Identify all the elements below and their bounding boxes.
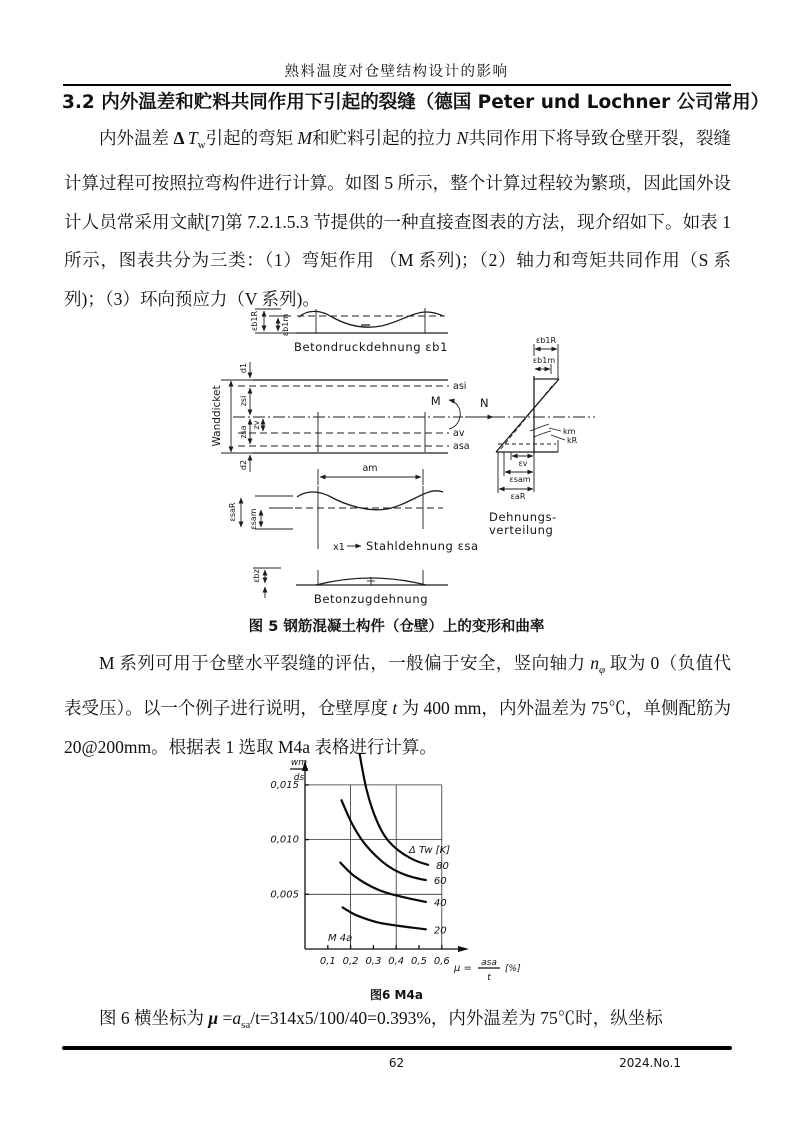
figure5-diagram <box>193 300 613 620</box>
fig5-label-av: av <box>453 428 465 439</box>
fig5-label-eps-v: εv <box>518 459 528 468</box>
chart-y-tick-label: 0,010 <box>270 834 299 846</box>
fig5-label-eps-b1R: εb1R <box>250 310 259 332</box>
chart-x-tick-label: 0,2 <box>342 956 359 967</box>
header-rule <box>63 84 731 86</box>
fig5-label-eps-aR: εaR <box>510 492 526 501</box>
fig5-label-asa: asa <box>453 441 470 452</box>
fig5-label-eps-b1m: εb1m <box>281 313 290 337</box>
paragraph-3: 图 6 横坐标为 $\mu =a_{sa}/t=314x5/100/40=0.393\%$，内外温差为 75℃时，纵坐标 <box>99 1008 663 1031</box>
fig5-label-eps-bz: εbz <box>252 569 261 583</box>
chart-xlabel-suffix: [%] <box>505 964 521 974</box>
fig5-label-dehnungs: Dehnungs- <box>489 510 557 524</box>
footer-rule <box>62 1046 732 1050</box>
fig5-dehnungsverteilung-group <box>489 336 595 537</box>
chart-xlabel-prefix: μ = <box>454 963 472 974</box>
chart-curve-60 <box>341 800 425 880</box>
paragraph-2: M 系列可用于仓壁水平裂缝的评估，一般偏于安全，竖向轴力 $n_\varphi$ 取为 0（负值代表受压）。以一个例子进行说明，仓壁厚度 t 为 400 mm，内外温差为 75℃，单侧配筋为 20@200mm。根据表 1 选取 M4a 表格进行计算。 <box>64 653 732 757</box>
chart-curve-20 <box>343 907 426 929</box>
figure6-chart-container <box>262 752 532 989</box>
fig5-label-betonzug: Betonzugdehnung <box>313 592 429 606</box>
chart-legend-title: Δ Tw [K] <box>409 845 451 856</box>
fig5-label-zv: zv <box>252 420 261 430</box>
chart-x-tick-label: 0,5 <box>411 956 427 967</box>
chart-y-tick-label: 0,005 <box>270 889 299 901</box>
chart-x-axis-arrow <box>458 946 469 952</box>
fig5-label-x1: x1 <box>333 542 345 553</box>
fig5-wall-section-group <box>211 362 493 485</box>
chart-curve-label: 80 <box>436 860 449 872</box>
fig5-stahldehnung-group <box>228 486 479 553</box>
chart-curve-label: 20 <box>433 925 447 937</box>
paragraph-1: 内外温差 Δ $T_w$引起的弯矩 M和贮料引起的拉力 N共同作用下将导致仓壁开裂，裂缝计算过程可按照拉弯构件进行计算。如图 5 所示，整个计算过程较为繁琐，因此国外设计人员常采用文献[7]第 7.2.1.5.3 节提供的一种直接查图表的方法，现介绍如下。如表 1 所示，图表共分为三类：（1）弯矩作用 （M 系列)；（2）轴力和弯矩共同作用（S 系列)；（3）环向预应力（V 系列)。 <box>64 128 732 309</box>
chart-x-tick-label: 0,3 <box>365 956 382 967</box>
fig5-label-eps-saR: εsaR <box>228 502 237 522</box>
chart-ylabel-den: ds <box>293 773 305 783</box>
footer-issue: 2024.No.1 <box>619 1056 681 1070</box>
chart-x-tick-label: 0,4 <box>388 956 405 967</box>
fig5-label-kR: kR <box>567 436 578 445</box>
footer-page-number: 62 <box>388 1056 405 1070</box>
fig5-label-am: am <box>362 463 378 474</box>
figure6-chart <box>262 752 532 984</box>
chart-curve-40 <box>340 863 426 902</box>
figure6-caption: 图6 M4a <box>370 988 423 1002</box>
fig5-betonzug-group <box>252 568 448 606</box>
fig5-label-verteilung: verteilung <box>489 523 554 537</box>
fig5-label-zsa: zsa <box>239 425 248 439</box>
fig5-label-M: M <box>430 394 442 408</box>
fig5-label-N: N <box>480 396 490 410</box>
running-header: 熟料温度对仓壁结构设计的影响 <box>284 64 509 80</box>
fig5-label-eps-sam-right: εsam <box>509 475 531 484</box>
fig5-betondruck-group <box>250 308 448 354</box>
chart-ylabel-num: wm <box>290 758 308 768</box>
section-heading: 3.2 内外温差和贮料共同作用下引起的裂缝（德国 Peter und Lochner 公司常用） <box>62 92 770 113</box>
fig5-label-km: km <box>563 427 576 436</box>
chart-xlabel-num: asa <box>481 958 497 968</box>
chart-x-tick-label: 0,6 <box>433 956 450 967</box>
chart-corner-label: M 4a <box>328 933 353 944</box>
fig5-label-zsi: zsi <box>239 395 248 407</box>
fig5-label-wanddicket: Wanddicket <box>211 385 223 447</box>
fig5-label-asi: asi <box>453 381 467 392</box>
chart-x-tick-label: 0,1 <box>319 956 336 967</box>
chart-curve-label: 60 <box>433 876 447 888</box>
chart-curve-label: 40 <box>433 897 447 909</box>
chart-y-tick-label: 0,015 <box>270 779 299 791</box>
fig5-label-betondruck: Betondruckdehnung εb1 <box>293 340 449 354</box>
chart-xlabel-den: t <box>487 973 491 983</box>
fig5-label-eps-b1m-right: εb1m <box>532 356 556 365</box>
figure5-caption: 图 5 钢筋混凝土构件（仓壁）上的变形和曲率 <box>248 619 545 635</box>
fig5-label-eps-b1R-right: εb1R <box>535 336 557 345</box>
fig5-label-stahldehnung: Stahldehnung εsa <box>366 539 479 553</box>
fig5-label-eps-sam: εsam <box>249 508 258 530</box>
fig5-label-d2: d2 <box>239 459 248 471</box>
fig5-label-d1: d1 <box>239 362 248 374</box>
